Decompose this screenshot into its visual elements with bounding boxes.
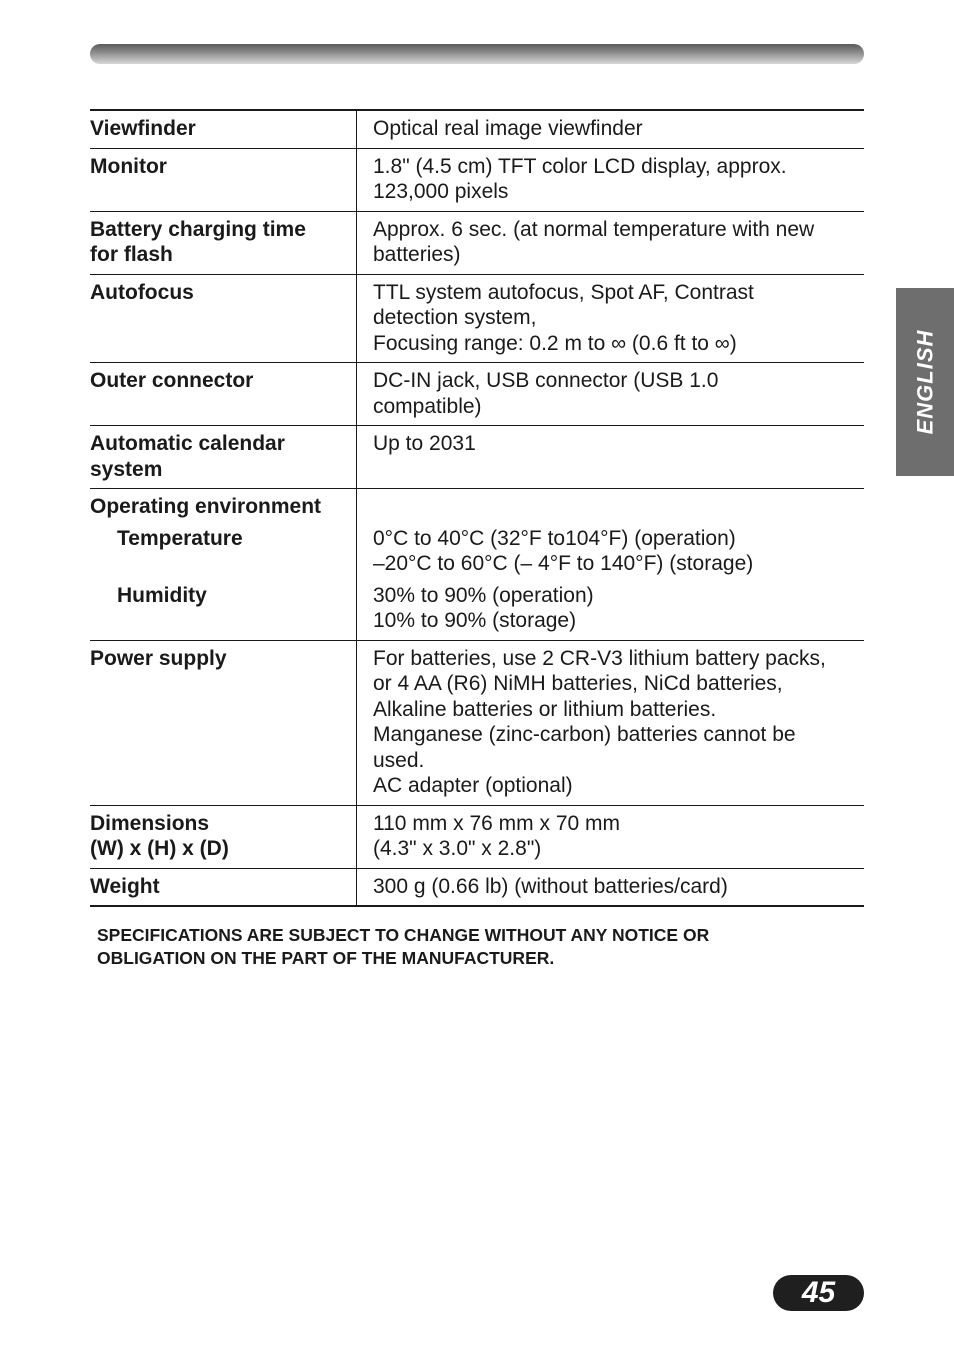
spec-value: DC-IN jack, USB connector (USB 1.0 compatible) <box>357 363 865 426</box>
spec-label: Outer connector <box>90 363 357 426</box>
spec-label: Autofocus <box>90 274 357 363</box>
language-tab-label: ENGLISH <box>912 329 938 435</box>
page-number: 45 <box>773 1275 864 1311</box>
spec-value: 1.8" (4.5 cm) TFT color LCD display, approx. 123,000 pixels <box>357 148 865 211</box>
spec-row-operating-environment <box>90 489 864 641</box>
spec-label: Battery charging time for flash <box>90 211 357 274</box>
spec-value: 110 mm x 76 mm x 70 mm (4.3" x 3.0" x 2.8") <box>357 805 865 868</box>
spec-value: Approx. 6 sec. (at normal temperature with new batteries) <box>357 211 865 274</box>
spec-value: TTL system autofocus, Spot AF, Contrast detection system, Focusing range: 0.2 m to ∞ (0.6 ft to ∞) <box>357 274 865 363</box>
specifications-disclaimer: SPECIFICATIONS ARE SUBJECT TO CHANGE WITHOUT ANY NOTICE OR OBLIGATION ON THE PART OF THE MANUFACTURER. <box>97 925 710 968</box>
spec-value: Up to 2031 <box>357 426 865 489</box>
spec-row-dimensions <box>90 805 864 868</box>
spec-row-calendar <box>90 426 864 489</box>
spec-row-outer-connector <box>90 363 864 426</box>
spec-sublabel-temperature: Temperature <box>117 526 243 550</box>
spec-row-viewfinder <box>90 110 864 148</box>
spec-label: Dimensions (W) x (H) x (D) <box>90 805 357 868</box>
spec-value: 0°C to 40°C (32°F to104°F) (operation) –20°C to 60°C (– 4°F to 140°F) (storage) 30% to 90% (operation) 10% to 90% (storage) <box>357 489 865 641</box>
spec-row-power-supply <box>90 640 864 805</box>
spec-sublabel-humidity: Humidity <box>117 583 207 607</box>
language-tab <box>896 288 954 476</box>
spec-label: Weight <box>90 868 357 906</box>
spec-value: 300 g (0.66 lb) (without batteries/card) <box>357 868 865 906</box>
spec-label: Automatic calendar system <box>90 426 357 489</box>
spec-value: Optical real image viewfinder <box>373 117 643 140</box>
spec-label: Operating environment Temperature Humidity <box>90 489 357 641</box>
spec-label: Monitor <box>90 148 357 211</box>
spec-label: Power supply <box>90 640 357 805</box>
spec-row-battery-charging <box>90 211 864 274</box>
spec-row-autofocus <box>90 274 864 363</box>
spec-row-monitor <box>90 148 864 211</box>
specifications-table <box>90 109 864 907</box>
spec-row-weight <box>90 868 864 906</box>
spec-value: For batteries, use 2 CR-V3 lithium battery packs, or 4 AA (R6) NiMH batteries, NiCd batteries, Alkaline batteries or lithium batteries. Manganese (zinc-carbon) batteries cannot be used. AC adapter (optional) <box>357 640 865 805</box>
spec-label: Viewfinder <box>90 110 357 148</box>
header-bar <box>90 44 864 64</box>
